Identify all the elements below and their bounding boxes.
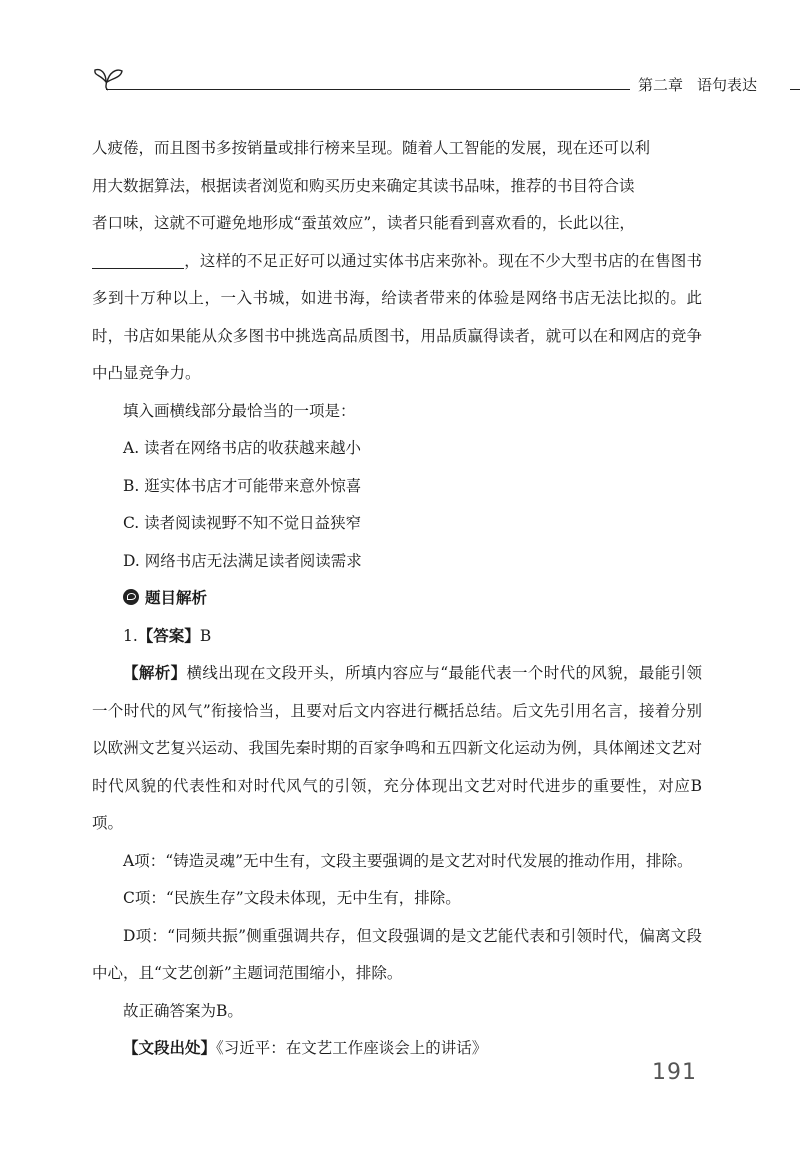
conclusion: 故正确答案为B。 [123, 1001, 243, 1020]
source-text: 《习近平：在文艺工作座谈会上的讲话》 [216, 1039, 488, 1057]
passage-line: 用大数据算法，根据读者浏览和购买历史来确定其读书品味，推荐的书目符合读 [92, 176, 635, 195]
answer-label: 【答案】 [137, 626, 200, 645]
chapter-number: 第二章 [638, 76, 684, 94]
option-d: D. 网络书店无法满足读者阅读需求 [123, 551, 362, 570]
option-b: B. 逛实体书店才可能带来意外惊喜 [123, 476, 362, 495]
page-body [92, 130, 702, 1068]
explanation-text: 横线出现在文段开头，所填内容应与“最能代表一个时代的风貌，最能引领一个时代的风气”衔接恰当，且要对后文内容进行概括总结。后文先引用名言，接着分别以欧洲文艺复兴运动、我国先秦时期的百家争鸣和五四新文化运动为例，具体阐述文艺对时代风貌的代表性和对时代风气的引领，充分体现出文艺对时代进步的重要性，对应B项。 [92, 664, 702, 832]
passage-line: 人疲倦，而且图书多按销量或排行榜来呈现。随着人工智能的发展，现在还可以利 [92, 139, 651, 157]
option-d-analysis: D项：“同频共振”侧重强调共存，但文段强调的是文艺能代表和引领时代，偏离文段中心，且“文艺创新”主题词范围缩小，排除。 [92, 926, 702, 982]
passage-line: 者口味，这就不可避免地形成“蚕茧效应”，读者只能看到喜欢看的，长此以往， [92, 214, 635, 232]
chapter-title: 语句表达 [697, 76, 758, 94]
option-c: C. 读者阅读视野不知不觉日益狭窄 [123, 514, 362, 532]
chapter-heading [638, 74, 757, 95]
option-c-analysis: C项：“民族生存”文段未体现，无中生有，排除。 [123, 889, 461, 907]
option-a-analysis: A项：“铸造灵魂”无中生有，文段主要强调的是文艺对时代发展的推动作用，排除。 [123, 851, 693, 870]
header-rule-left [106, 89, 630, 90]
analysis-badge-icon [123, 589, 139, 605]
explanation-paragraph [92, 655, 702, 843]
header-rule-right [790, 89, 800, 90]
passage-after-blank: ，这样的不足正好可以通过实体书店来弥补。现在不少大型书店的在售图书多到十万种以上，一入书城，如进书海，给读者带来的体验是网络书店无法比拟的。此时，书店如果能从众多图书中挑选高品质图书，用品质赢得读者，就可以在和网店的竞争中凸显竞争力。 [92, 251, 702, 382]
passage-continuation [92, 243, 702, 393]
source-label: 【文段出处】 [123, 1039, 217, 1057]
source-line [92, 1030, 702, 1068]
leaf-sprout-icon [92, 60, 126, 96]
answer-value: B [199, 626, 212, 645]
answer-number: 1. [123, 626, 138, 645]
running-header [92, 60, 792, 100]
passage-paragraph [92, 130, 702, 393]
analysis-title: 题目解析 [145, 589, 208, 607]
explanation-label: 【解析】 [123, 664, 187, 682]
answer-line [92, 618, 702, 656]
fill-in-blank [92, 250, 184, 269]
analysis-heading [92, 580, 702, 618]
question-prompt: 填入画横线部分最恰当的一项是： [123, 401, 356, 420]
option-a: A. 读者在网络书店的收获越来越小 [123, 439, 362, 457]
page-number: 191 [652, 1060, 697, 1085]
